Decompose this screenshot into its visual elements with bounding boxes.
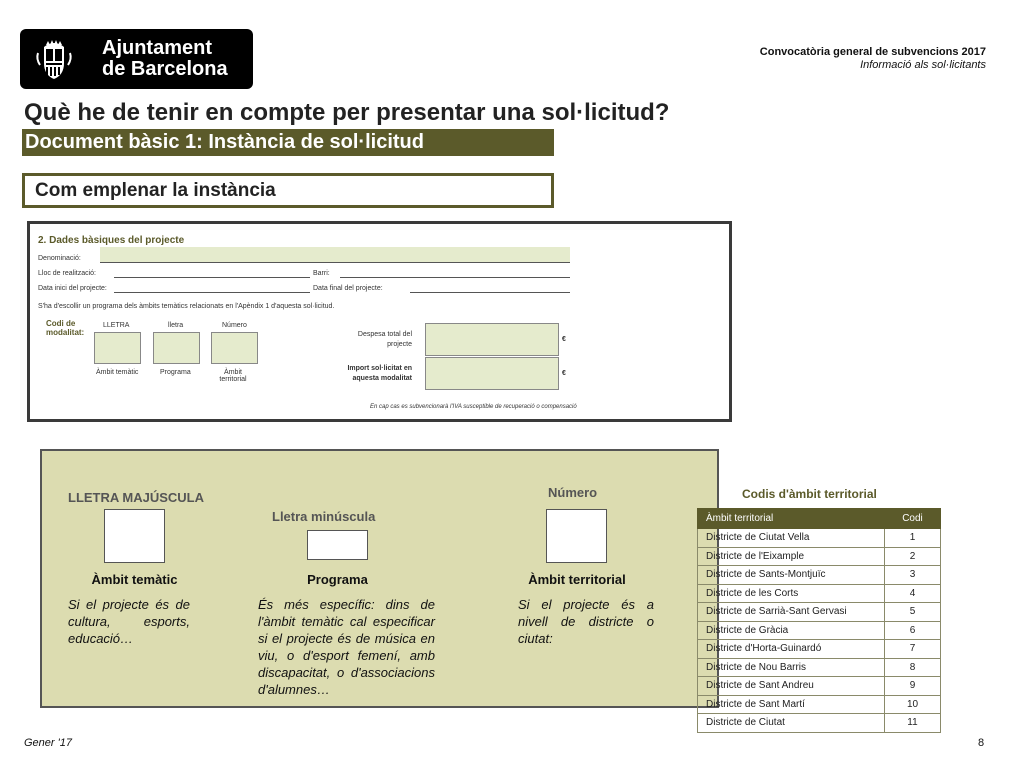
section-title: Com emplenar la instància bbox=[22, 173, 554, 208]
district-name: Districte de Sant Andreu bbox=[698, 677, 885, 696]
district-code: 11 bbox=[885, 714, 941, 733]
lletra-upper-box bbox=[94, 332, 141, 364]
col1-desc: Si el projecte és de cultura, esports, educació… bbox=[68, 597, 190, 646]
barcelona-shield-icon bbox=[30, 35, 78, 83]
logo bbox=[20, 29, 253, 89]
data-inici-line bbox=[114, 292, 310, 293]
table-row bbox=[698, 677, 941, 696]
table-row bbox=[698, 621, 941, 640]
header-info bbox=[760, 46, 986, 72]
codis-header-row bbox=[698, 509, 941, 529]
caption-ambit-tematic: Àmbit temàtic bbox=[96, 369, 139, 376]
col3-head: Número bbox=[548, 485, 598, 500]
import-field bbox=[425, 357, 559, 390]
lletra-lower-box bbox=[153, 332, 200, 364]
district-name: Districte de les Corts bbox=[698, 584, 885, 603]
despesa-field bbox=[425, 323, 559, 356]
district-code: 2 bbox=[885, 547, 941, 566]
table-row bbox=[698, 566, 941, 585]
table-row bbox=[698, 640, 941, 659]
codis-table bbox=[697, 508, 941, 733]
lloc-line bbox=[114, 277, 310, 278]
district-code: 6 bbox=[885, 621, 941, 640]
district-name: Districte de Sarrià-Sant Gervasi bbox=[698, 603, 885, 622]
table-row bbox=[698, 547, 941, 566]
col-lletra-upper: LLETRA bbox=[103, 322, 130, 329]
document-title-bar: Document bàsic 1: Instància de sol·licitud bbox=[22, 129, 554, 156]
district-code: 4 bbox=[885, 584, 941, 603]
caption-programa: Programa bbox=[160, 369, 191, 376]
district-name: Districte de Ciutat bbox=[698, 714, 885, 733]
district-name: Districte de Gràcia bbox=[698, 621, 885, 640]
col2-name: Programa bbox=[307, 572, 368, 587]
codis-header-codi: Codi bbox=[885, 509, 941, 529]
logo-line2: de Barcelona bbox=[102, 58, 228, 80]
form-note: S'ha d'escollir un programa dels àmbits temàtics relacionats en l'Apèndix 1 d'aquesta sol·licitud. bbox=[38, 303, 335, 310]
denominacio-line bbox=[100, 262, 570, 263]
denominacio-field bbox=[100, 247, 570, 262]
district-name: Districte de Sant Martí bbox=[698, 695, 885, 714]
page-title: Què he de tenir en compte per presentar una sol·licitud? bbox=[24, 99, 670, 126]
codis-title: Codis d'àmbit territorial bbox=[742, 487, 877, 501]
district-name: Districte de Ciutat Vella bbox=[698, 529, 885, 548]
col3-name: Àmbit territorial bbox=[528, 572, 626, 587]
col1-head: LLETRA MAJÚSCULA bbox=[68, 490, 205, 505]
district-name: Districte de Sants-Montjuïc bbox=[698, 566, 885, 585]
numero-box bbox=[211, 332, 258, 364]
form-footnote: En cap cas es subvencionarà l'IVA susceptible de recuperació o compensació bbox=[370, 404, 577, 410]
barri-line bbox=[340, 277, 570, 278]
codis-header-ambit: Àmbit territorial bbox=[698, 509, 885, 529]
district-name: Districte d'Horta-Guinardó bbox=[698, 640, 885, 659]
district-code: 9 bbox=[885, 677, 941, 696]
header-subtitle: Informació als sol·licitants bbox=[860, 59, 986, 71]
col3-desc: Si el projecte és a nivell de districte o ciutat: bbox=[518, 597, 654, 646]
data-final-label: Data final del projecte: bbox=[313, 285, 383, 292]
table-row bbox=[698, 603, 941, 622]
district-name: Districte de l'Eixample bbox=[698, 547, 885, 566]
table-row bbox=[698, 695, 941, 714]
data-final-line bbox=[410, 292, 570, 293]
despesa-label: Despesa total del projecte bbox=[357, 331, 412, 348]
footer-date: Gener '17 bbox=[24, 737, 72, 749]
codi-modalitat-label: Codi de modalitat: bbox=[46, 319, 85, 337]
district-code: 3 bbox=[885, 566, 941, 585]
col-lletra-lower: lletra bbox=[168, 322, 184, 329]
page-number: 8 bbox=[978, 737, 985, 749]
col2-desc: És més específic: dins de l'àmbit temàtic cal especificar si el projecte és de música en viu, o d'esport femení, amb discapacitat, o d'associacions d'alumnes… bbox=[258, 597, 435, 697]
form-title: 2. Dades bàsiques del projecte bbox=[38, 235, 185, 246]
district-code: 10 bbox=[885, 695, 941, 714]
denominacio-label: Denominació: bbox=[38, 255, 81, 262]
caption-ambit-territorial: Àmbit territorial bbox=[219, 369, 247, 383]
table-row bbox=[698, 658, 941, 677]
col3-box bbox=[546, 509, 607, 563]
import-label: Import sol·licitat en aquesta modalitat bbox=[347, 365, 412, 382]
table-row bbox=[698, 584, 941, 603]
district-code: 8 bbox=[885, 658, 941, 677]
district-code: 5 bbox=[885, 603, 941, 622]
logo-text bbox=[102, 38, 228, 80]
col2-head: Lletra minúscula bbox=[272, 509, 376, 524]
despesa-currency: € bbox=[562, 336, 566, 343]
import-currency: € bbox=[562, 370, 566, 377]
col1-name: Àmbit temàtic bbox=[91, 572, 178, 587]
lloc-label: Lloc de realització: bbox=[38, 270, 96, 277]
district-name: Districte de Nou Barris bbox=[698, 658, 885, 677]
col1-box bbox=[104, 509, 165, 563]
barri-label: Barri: bbox=[313, 270, 330, 277]
header-convocatoria: Convocatòria general de subvencions 2017 bbox=[759, 46, 986, 58]
modality-explanation-panel bbox=[40, 449, 719, 708]
table-row bbox=[698, 714, 941, 733]
logo-line1: Ajuntament bbox=[102, 37, 212, 59]
district-code: 1 bbox=[885, 529, 941, 548]
col2-box bbox=[307, 530, 368, 560]
col-numero: Número bbox=[222, 322, 247, 329]
table-row bbox=[698, 529, 941, 548]
data-inici-label: Data inici del projecte: bbox=[38, 285, 107, 292]
form-example bbox=[27, 221, 732, 422]
district-code: 7 bbox=[885, 640, 941, 659]
